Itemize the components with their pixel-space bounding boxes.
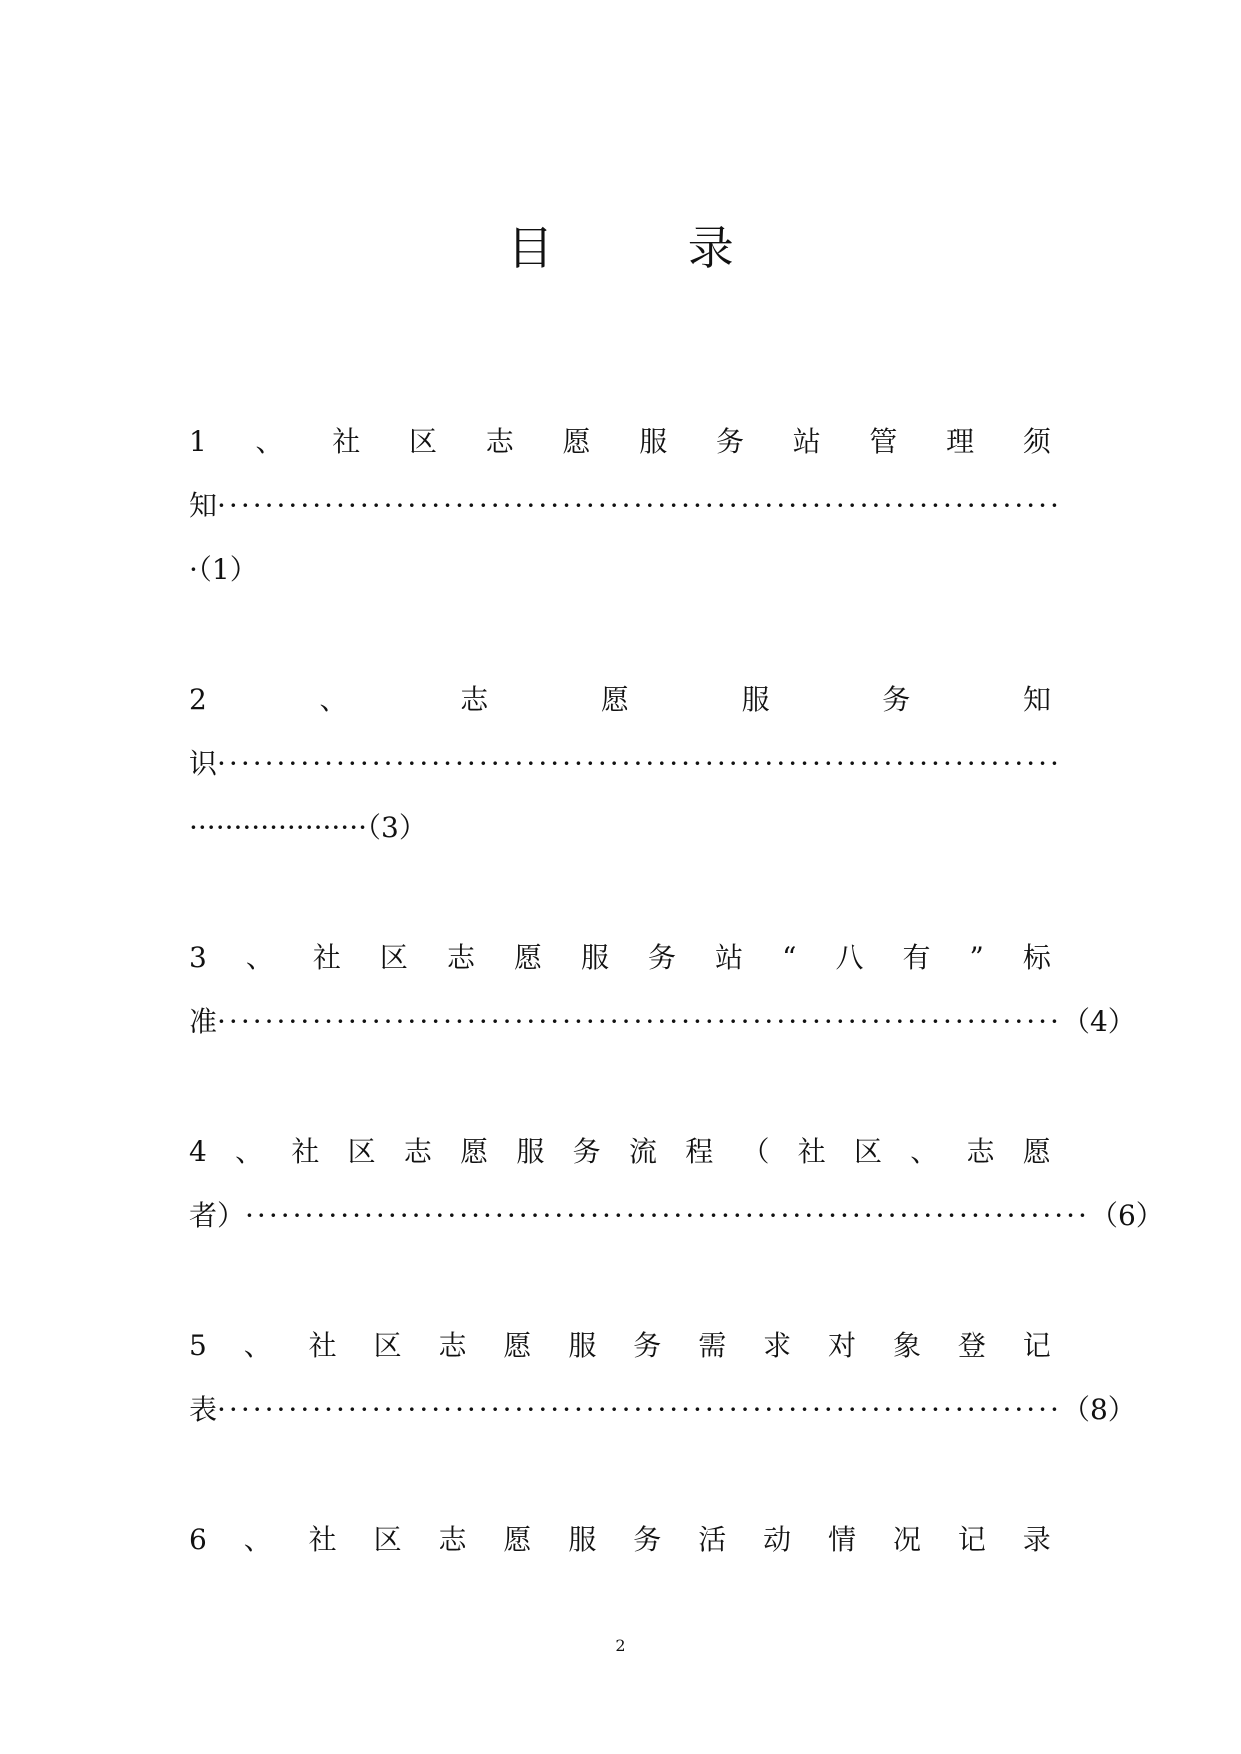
toc-char: 服 xyxy=(568,1329,597,1362)
toc-char: 流 xyxy=(628,1135,657,1168)
toc-char: 愿 xyxy=(503,1523,532,1556)
toc-char: 象 xyxy=(892,1329,921,1362)
toc-text: 识 xyxy=(189,747,218,780)
toc-entry-6-line-1[interactable] xyxy=(189,1518,1051,1562)
toc-page-number: （8） xyxy=(1061,1393,1136,1426)
toc-char: 6 xyxy=(189,1523,207,1556)
toc-char: 动 xyxy=(763,1523,792,1556)
leader-dots: ······································································· xyxy=(245,1199,1090,1232)
toc-char: 区 xyxy=(409,425,438,458)
toc-char: 务 xyxy=(633,1329,662,1362)
toc-char: 志 xyxy=(438,1523,467,1556)
toc-char: 站 xyxy=(715,941,744,974)
toc-char: 务 xyxy=(572,1135,601,1168)
leader-dots: ······································································· xyxy=(217,1393,1062,1426)
toc-char: 社 xyxy=(797,1135,826,1168)
toc-char: 、 xyxy=(245,941,274,974)
toc-entry-1-line-2[interactable] xyxy=(189,484,1062,528)
toc-char: 况 xyxy=(892,1523,921,1556)
toc-entry-1-page[interactable]: ·（1） xyxy=(189,553,258,586)
toc-char: 区 xyxy=(854,1135,883,1168)
toc-page-number: （6） xyxy=(1089,1199,1164,1232)
toc-text: 准 xyxy=(189,1005,218,1038)
toc-char: 志 xyxy=(438,1329,467,1362)
toc-char: “ xyxy=(782,941,797,974)
toc-char: （ xyxy=(741,1135,770,1168)
toc-char: 愿 xyxy=(513,941,542,974)
leader-dots: ······································································· xyxy=(217,747,1062,780)
toc-entry-2-line-1[interactable] xyxy=(189,678,1051,722)
toc-char: 服 xyxy=(639,425,668,458)
toc-char: 志 xyxy=(460,683,489,716)
toc-char: 服 xyxy=(568,1523,597,1556)
toc-char: 、 xyxy=(243,1329,272,1362)
toc-char: 标 xyxy=(1022,941,1051,974)
toc-char: 务 xyxy=(882,683,911,716)
toc-text: 知 xyxy=(189,489,218,522)
leader-dots: ······································································· xyxy=(217,1005,1062,1038)
toc-char: 愿 xyxy=(1022,1135,1051,1168)
toc-char: 1 xyxy=(189,425,207,458)
toc-char: 、 xyxy=(235,1135,264,1168)
toc-char: 记 xyxy=(1022,1329,1051,1362)
toc-char: 区 xyxy=(373,1329,402,1362)
toc-char: 愿 xyxy=(503,1329,532,1362)
toc-char: 管 xyxy=(869,425,898,458)
toc-char: 活 xyxy=(698,1523,727,1556)
toc-char: 录 xyxy=(1022,1523,1051,1556)
toc-entry-3-line-1[interactable] xyxy=(189,936,1051,980)
toc-char: 愿 xyxy=(600,683,629,716)
toc-char: 志 xyxy=(403,1135,432,1168)
toc-char: 社 xyxy=(291,1135,320,1168)
toc-char: 程 xyxy=(685,1135,714,1168)
toc-char: 、 xyxy=(910,1135,939,1168)
leader-dots: ······································································· xyxy=(217,489,1062,522)
toc-char: 需 xyxy=(698,1329,727,1362)
toc-char: 区 xyxy=(347,1135,376,1168)
page-title: 目 录 xyxy=(507,221,794,275)
toc-char: 、 xyxy=(255,425,284,458)
toc-char: 记 xyxy=(957,1523,986,1556)
toc-char: 社 xyxy=(308,1329,337,1362)
toc-char: 服 xyxy=(581,941,610,974)
toc-char: 登 xyxy=(957,1329,986,1362)
toc-char: ” xyxy=(969,941,984,974)
toc-char: 求 xyxy=(763,1329,792,1362)
toc-char: 务 xyxy=(715,425,744,458)
toc-char: 服 xyxy=(516,1135,545,1168)
toc-char: 、 xyxy=(243,1523,272,1556)
toc-char: 务 xyxy=(633,1523,662,1556)
toc-entry-4-line-1[interactable] xyxy=(189,1130,1051,1174)
toc-text: 者） xyxy=(189,1199,246,1232)
toc-char: 八 xyxy=(835,941,864,974)
toc-char: 5 xyxy=(189,1329,207,1362)
toc-char: 志 xyxy=(485,425,514,458)
toc-char: 3 xyxy=(189,941,207,974)
toc-char: 愿 xyxy=(460,1135,489,1168)
toc-char: 社 xyxy=(332,425,361,458)
toc-char: 知 xyxy=(1022,683,1051,716)
toc-char: 须 xyxy=(1022,425,1051,458)
toc-char: 务 xyxy=(648,941,677,974)
toc-entry-3-line-2[interactable] xyxy=(189,1000,1136,1044)
toc-char: 愿 xyxy=(562,425,591,458)
toc-entry-5-line-2[interactable] xyxy=(189,1388,1136,1432)
toc-char: 、 xyxy=(319,683,348,716)
toc-char: 区 xyxy=(379,941,408,974)
toc-char: 志 xyxy=(446,941,475,974)
toc-char: 对 xyxy=(828,1329,857,1362)
toc-entry-2-line-2[interactable] xyxy=(189,742,1062,786)
toc-char: 情 xyxy=(828,1523,857,1556)
toc-text: 表 xyxy=(189,1393,218,1426)
toc-char: 区 xyxy=(373,1523,402,1556)
toc-char: 志 xyxy=(966,1135,995,1168)
toc-char: 理 xyxy=(946,425,975,458)
toc-entry-2-page[interactable]: ····················（3） xyxy=(189,811,427,844)
page-number: 2 xyxy=(615,1636,626,1655)
toc-char: 社 xyxy=(308,1523,337,1556)
toc-entry-1-line-1[interactable] xyxy=(189,420,1051,464)
toc-page-number: （4） xyxy=(1061,1005,1136,1038)
toc-char: 社 xyxy=(312,941,341,974)
toc-char: 服 xyxy=(741,683,770,716)
toc-char: 有 xyxy=(902,941,931,974)
toc-char: 站 xyxy=(792,425,821,458)
toc-char: 2 xyxy=(189,683,207,716)
toc-entry-4-line-2[interactable] xyxy=(189,1194,1164,1238)
toc-entry-5-line-1[interactable] xyxy=(189,1324,1051,1368)
toc-char: 4 xyxy=(189,1135,207,1168)
